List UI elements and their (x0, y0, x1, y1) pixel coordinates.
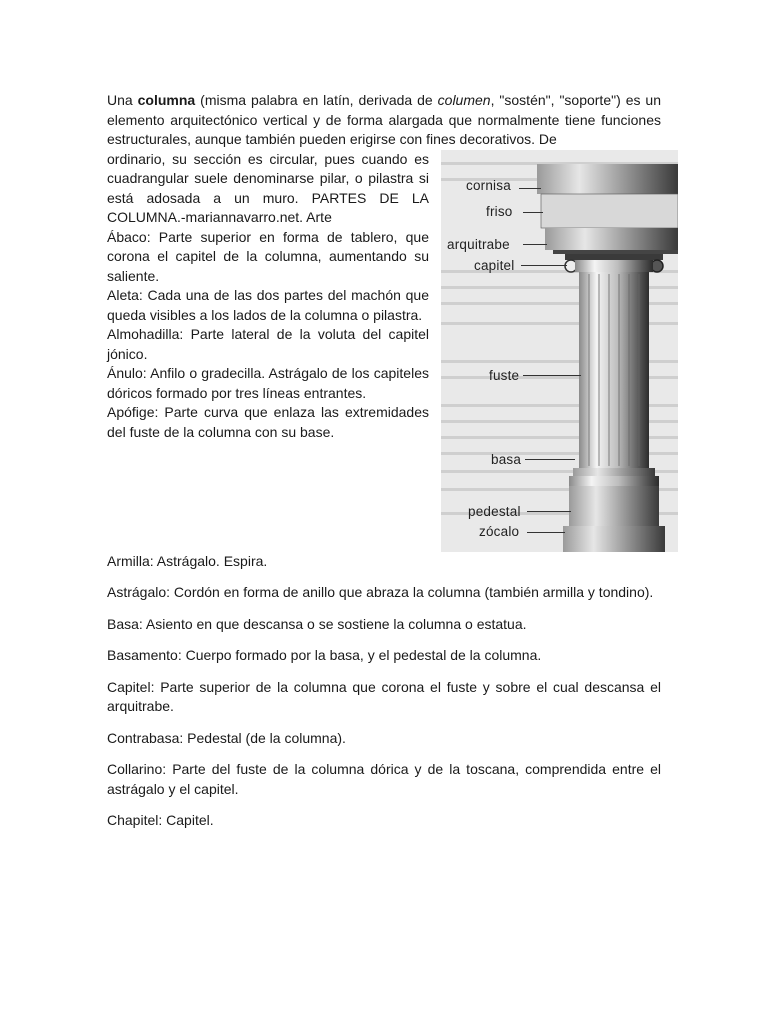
definition-basamento: Basamento: Cuerpo formado por la basa, y el pedestal de la columna. (107, 647, 542, 663)
intro-text-1: (misma palabra en latín, derivada de (195, 92, 438, 108)
leader-basa (525, 459, 575, 460)
definition-contrabasa: Contrabasa: Pedestal (de la columna). (107, 729, 346, 746)
label-capitel: capitel (474, 257, 515, 273)
definition-collarino: Collarino: Parte del fuste de la columna dórica y de la toscana, comprendida entre el astrágalo y el capitel. (107, 761, 661, 797)
leader-cornisa (519, 188, 541, 189)
intro-paragraph-top (107, 91, 661, 150)
label-arquitrabe: arquitrabe (447, 236, 510, 252)
definition-capitel: Capitel: Parte superior de la columna que corona el fuste y sobre el cual descansa el arquitrabe. (107, 678, 661, 714)
label-zocalo: zócalo (479, 523, 520, 539)
definition-chapitel: Chapitel: Capitel. (107, 812, 214, 828)
definition-almohadilla: Almohadilla: Parte lateral de la voluta del capitel jónico. (107, 326, 429, 362)
leader-friso (523, 212, 543, 213)
leader-arquitrabe (523, 244, 547, 245)
intro-bold-term: columna (137, 92, 196, 108)
intro-italic-term: columen (437, 92, 491, 108)
definition-armilla: Armilla: Astrágalo. Espira. (107, 552, 268, 569)
leader-zocalo (527, 532, 565, 533)
document-page (107, 91, 661, 843)
leader-fuste (523, 375, 581, 376)
definition-abaco: Ábaco: Parte superior en forma de tablero, que corona el capitel de la columna, aumentando su saliente. (107, 228, 429, 284)
label-basa: basa (491, 451, 522, 467)
definition-basa: Basa: Asiento en que descansa o se sostiene la columna o estatua. (107, 615, 527, 632)
leader-pedestal (527, 511, 571, 512)
definition-aleta: Aleta: Cada una de las dos partes del machón que queda visibles a los lados de la columna o pilastra. (107, 287, 429, 323)
column-illustration (441, 150, 678, 552)
definition-astragalo: Astrágalo: Cordón en forma de anillo que abraza la columna (también armilla y tondino). (107, 584, 654, 600)
label-friso: friso (486, 203, 513, 219)
column-drawing (441, 150, 678, 552)
label-cornisa: cornisa (466, 177, 511, 193)
intro-text-2: , "sostén", "soporte") es un elemento arquitectónico vertical y de forma alargada que normalmente tiene funciones estructurales, aunque también pueden erigirse con fines decorativos. De (107, 92, 661, 147)
definition-anulo: Ánulo: Anfilo o gradecilla. Astrágalo de los capiteles dóricos formado por tres líneas entrantes. (107, 365, 429, 401)
label-fuste: fuste (489, 367, 520, 383)
leader-capitel (521, 265, 567, 266)
intro-paragraph-continued: ordinario, su sección es circular, pues cuando es cuadrangular suele denominarse pilar, o pilastra si está adosada a un muro. PARTES DE LA COLUMNA.-mariannavarro.net. Arte (107, 150, 429, 225)
intro-word: Una (107, 92, 133, 108)
definition-apofige: Apófige: Parte curva que enlaza las extremidades del fuste de la columna con su base. (107, 404, 429, 440)
label-pedestal: pedestal (468, 503, 521, 519)
